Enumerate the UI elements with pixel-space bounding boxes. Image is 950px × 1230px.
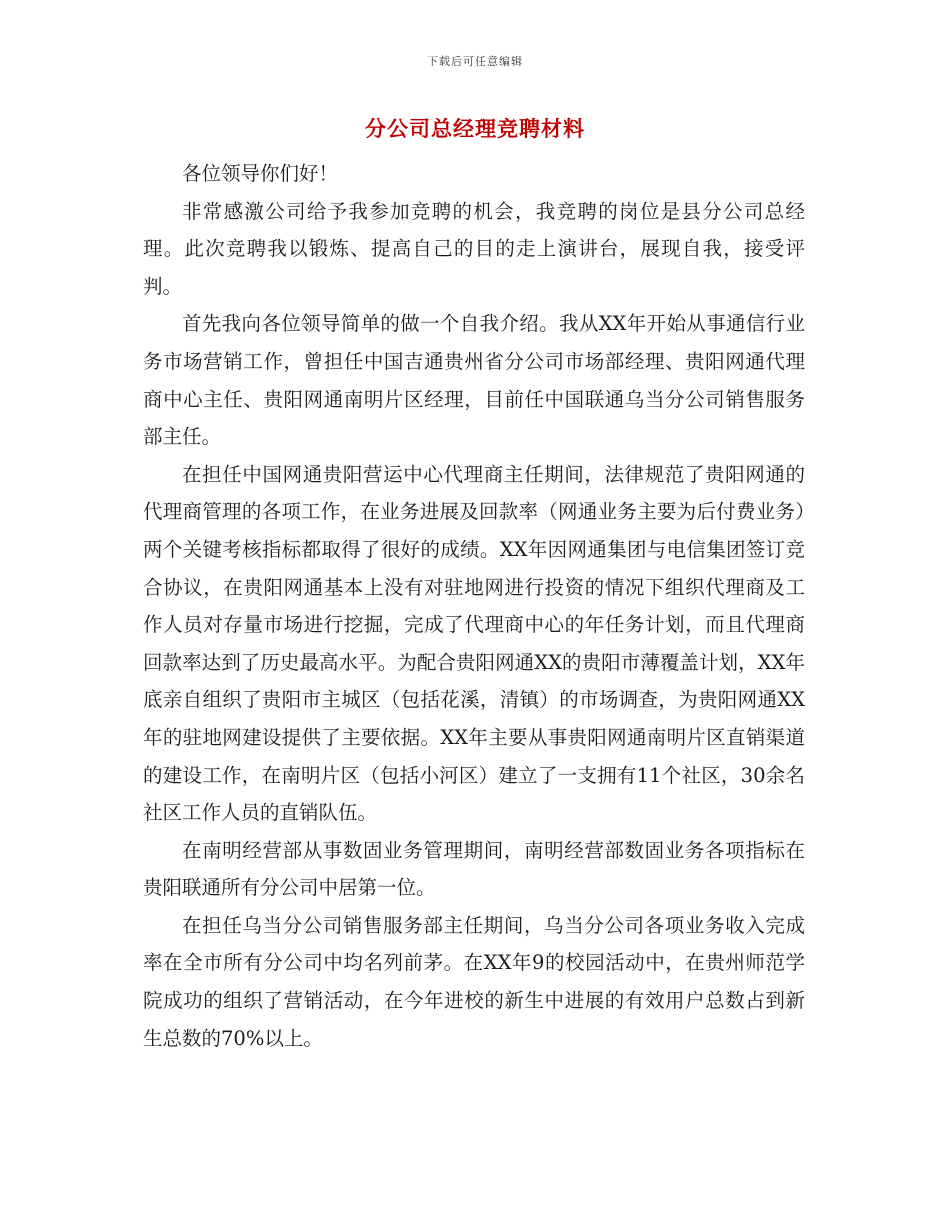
greeting-line: 各位领导你们好！ (182, 162, 339, 185)
paragraph-agent-center-experience: 在担任中国网通贵阳营运中心代理商主任期间，法律规范了贵阳网通的代理商管理的各项工作，在业务进展及回款率（网通业务主要为后付费业务）两个关键考核指标都取得了很好的成绩。XX年因网通集团与电信集团签订竞合协议，在贵阳网通基本上没有对驻地网进行投资的情况下组织代理商及工作人员对存量市场进行挖掘，完成了代理商中心的年任务计划，而且代理商回款率达到了历史最高水平。为配合贵阳网通XX的贵阳市薄覆盖计划，XX年底亲自组织了贵阳市主城区（包括花溪，清镇）的市场调查，为贵阳网通XX年的驻地网建设提供了主要依据。XX年主要从事贵阳网通南明片区直销渠道的建设工作，在南明片区（包括小河区）建立了一支拥有11个社区，30余名社区工作人员的直销队伍。 (143, 462, 805, 825)
document-title: 分公司总经理竞聘材料 (365, 116, 585, 141)
paragraph-wudang-experience: 在担任乌当分公司销售服务部主任期间，乌当分公司各项业务收入完成率在全市所有分公司中均名列前茅。在XX年9的校园活动中，在贵州师范学院成功的组织了营销活动，在今年进校的新生中进展的有效用户总数占到新生总数的70%以上。 (143, 913, 805, 1050)
paragraph-self-introduction: 首先我向各位领导简单的做一个自我介绍。我从XX年开始从事通信行业务市场营销工作，曾担任中国吉通贵州省分公司市场部经理、贵阳网通代理商中心主任、贵阳网通南明片区经理，目前任中国联通乌当分公司销售服务部主任。 (143, 312, 805, 449)
paragraph-nanming-experience: 在南明经营部从事数固业务管理期间，南明经营部数固业务各项指标在贵阳联通所有分公司中居第一位。 (143, 838, 805, 900)
document-body (143, 155, 805, 1057)
paragraph-intro: 非常感激公司给予我参加竞聘的机会，我竞聘的岗位是县分公司总经理。此次竞聘我以锻炼、提高自己的目的走上演讲台，展现自我，接受评判。 (143, 199, 805, 298)
header-note: 下载后可任意编辑 (427, 55, 523, 68)
